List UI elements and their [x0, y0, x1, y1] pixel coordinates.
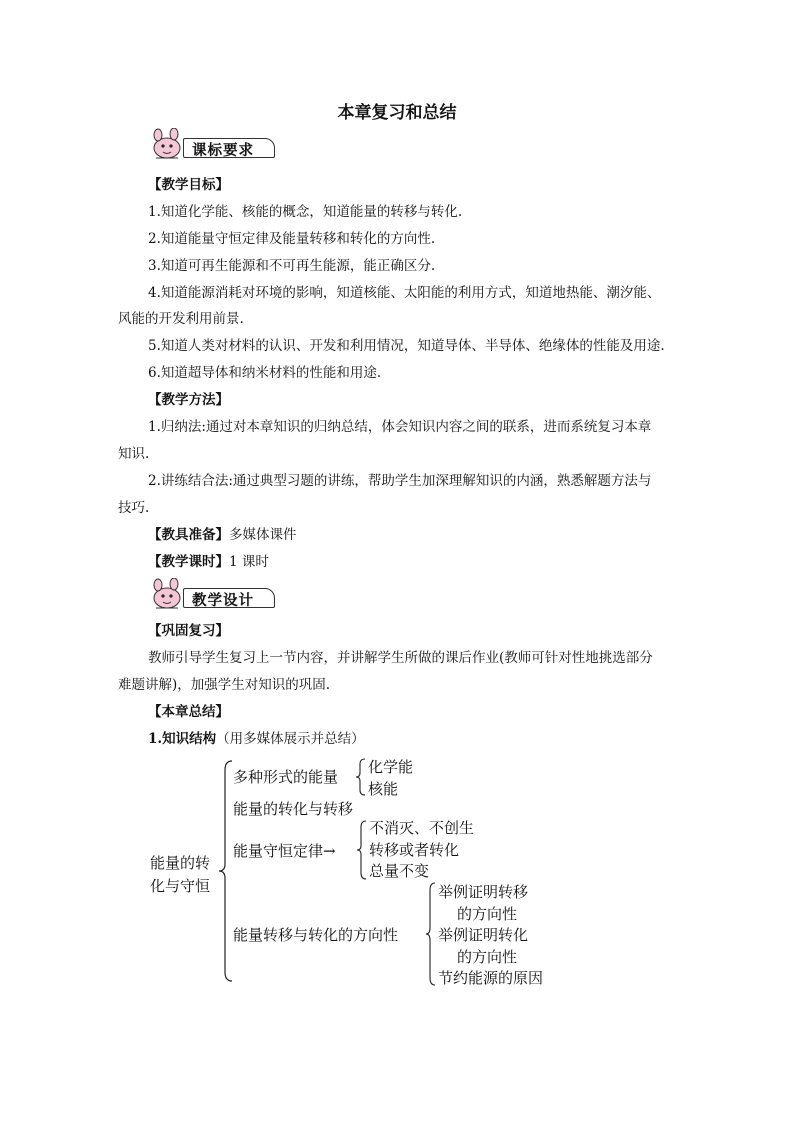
tree-leaf: 节约能源的原因: [438, 969, 544, 987]
tree-leaves-direction: [438, 882, 543, 990]
review-line: 教师引导学生复习上一节内容，并讲解学生所做的课后作业(教师可针对性地挑选部分: [148, 650, 653, 666]
method-line: 1.归纳法:通过对本章知识的归纳总结，体会知识内容之间的联系，进而系统复习本章: [148, 419, 652, 435]
hours-text: 1 课时: [229, 554, 269, 570]
hours-heading: 【教学课时】: [148, 554, 229, 570]
tree-leaf: 举例证明转化: [438, 926, 529, 944]
main-brace: [218, 760, 234, 982]
method-line: 知识.: [118, 446, 150, 462]
tree-branch-conservation: 能量守恒定律→: [233, 842, 336, 860]
tree-leaves-conservation: [369, 818, 474, 883]
tree-root-line: 能量的转: [150, 854, 211, 872]
goal-item: 5.知道人类对材料的认识、开发和利用情况，知道导体、半导体、绝缘体的性能及用途.: [148, 338, 665, 354]
tree-leaf: 举例证明转移: [438, 883, 529, 901]
section-badge-design: [148, 578, 278, 608]
mascot-icon: [148, 578, 186, 610]
tree-leaf: 不消灭、不创生: [369, 819, 475, 837]
hours-line: [148, 553, 269, 571]
summary-heading: 【本章总结】: [148, 704, 229, 720]
tree-leaf: 化学能: [368, 758, 414, 776]
goal-item: 1.知道化学能、核能的概念，知道能量的转移与转化.: [148, 204, 463, 220]
goal-item: 6.知道超导体和纳米材料的性能和用途.: [148, 365, 382, 381]
methods-heading: 【教学方法】: [148, 392, 229, 408]
tree-root: [150, 852, 210, 898]
summary-subheading: [148, 730, 365, 748]
page-title: 本章复习和总结: [337, 103, 457, 123]
tools-text: 多媒体课件: [229, 527, 297, 543]
badge-label: 教学设计: [192, 593, 254, 609]
badge-label: 课标要求: [192, 143, 254, 159]
goal-item: 风能的开发利用前景.: [118, 311, 244, 327]
tree-leaf: 的方向性: [457, 947, 518, 966]
mascot-icon: [148, 128, 186, 160]
summary-sub-bold: 知识结构: [162, 731, 217, 747]
goals-heading: 【教学目标】: [148, 177, 229, 193]
tree-leaf: 的方向性: [457, 904, 518, 923]
tools-line: [148, 526, 297, 544]
review-line: 难题讲解)，加强学生对知识的巩固.: [118, 677, 331, 693]
tree-root-line: 化与守恒: [150, 877, 211, 895]
goal-item: 4.知道能源消耗对环境的影响，知道核能、太阳能的利用方式，知道地热能、潮汐能、: [148, 285, 661, 301]
method-line: 2.讲练结合法:通过典型习题的讲练，帮助学生加深理解知识的内涵，熟悉解题方法与: [148, 473, 652, 489]
tree-leaf: 核能: [368, 780, 399, 798]
tree-leaf: 总量不变: [369, 862, 430, 880]
tools-heading: 【教具准备】: [148, 527, 229, 543]
goal-item: 3.知道可再生能源和不可再生能源，能正确区分.: [148, 258, 436, 274]
tree-leaves-forms: [368, 756, 413, 800]
brace-conservation: [356, 820, 368, 880]
brace-forms: [355, 758, 367, 796]
tree-leaf: 转移或者转化: [369, 840, 460, 859]
summary-sub-num: 1.: [148, 731, 163, 747]
review-heading: 【巩固复习】: [148, 623, 229, 639]
summary-sub-rest: （用多媒体展示并总结）: [216, 731, 365, 747]
goal-item: 2.知道能量守恒定律及能量转移和转化的方向性.: [148, 231, 436, 247]
method-line: 技巧.: [118, 500, 150, 516]
tree-branch-forms: 多种形式的能量: [233, 768, 339, 786]
brace-direction: [425, 882, 437, 986]
tree-branch-direction: 能量转移与转化的方向性: [233, 926, 399, 944]
tree-branch-transform: 能量的转化与转移: [233, 800, 354, 818]
section-badge-standard: [148, 128, 278, 158]
